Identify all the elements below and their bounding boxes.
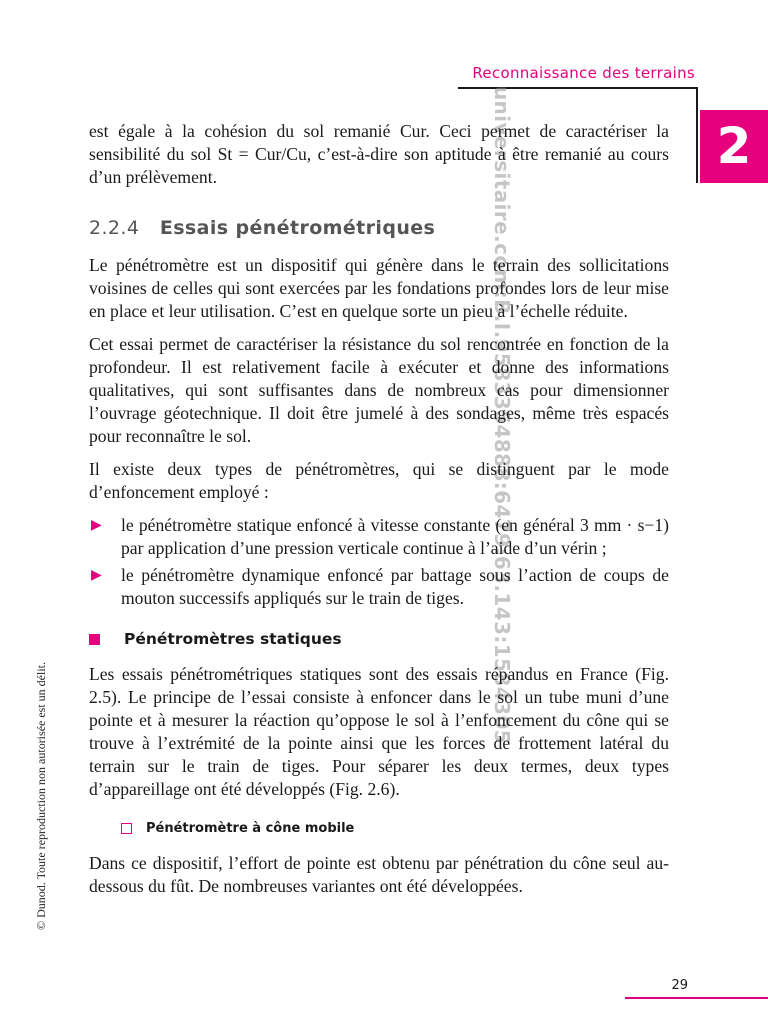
filled-square-icon	[89, 634, 100, 645]
paragraph: Dans ce dispositif, l’effort de pointe est obtenu par pénétration du cône seul au-dessous du fût. De nombreuses variantes ont été développées.	[89, 853, 669, 896]
bullet-list	[89, 514, 669, 610]
page-body	[89, 120, 669, 908]
subsubsection-title: Pénétromètre à cône mobile	[146, 821, 355, 836]
section-title: Essais pénétrométriques	[159, 217, 436, 239]
subsubsection-heading	[121, 817, 669, 840]
section-heading	[89, 217, 669, 240]
outline-square-icon	[121, 823, 132, 834]
paragraph: Cet essai permet de caractériser la résistance du sol rencontrée en fonction de la profondeur. Il est relativement facile à exécuter et donne des informations qualitatives, qui sont suffisantes dans de nombreux cas pour dimensionner l’ouvrage géotechnique. Il doit être jumelé à des sondages, même très espacés pour reconnaître le sol.	[89, 334, 669, 446]
watermark: universitaire.com:B.I.9583354888:6479:63.143:1584305	[490, 86, 514, 745]
triangle-bullet-icon: ▶	[91, 518, 102, 533]
list-item	[89, 514, 669, 560]
list-item-text: le pénétromètre dynamique enfoncé par battage sous l’action de coups de mouton successifs appliqués sur le train de tiges.	[121, 565, 669, 608]
list-item	[89, 564, 669, 610]
page-number: 29	[671, 978, 688, 993]
intro-paragraph: est égale à la cohésion du sol remanié Cur. Ceci permet de caractériser la sensibilité du sol St = Cur/Cu, c’est-à-dire son aptitude à être remanié au cours d’un prélèvement.	[89, 121, 669, 187]
subsection-title: Pénétromètres statiques	[124, 630, 342, 648]
running-header: Reconnaissance des terrains	[472, 64, 695, 82]
chapter-tab: 2	[700, 110, 768, 183]
copyright-notice: © Dunod. Toute reproduction non autorisée est un délit.	[34, 661, 48, 930]
paragraph: Le pénétromètre est un dispositif qui génère dans le terrain des sollicitations voisines de celles qui sont exercées par les fondations profondes lors de leur mise en place et leur utilisation. C’est en quelque sorte un pieu à l’échelle réduite.	[89, 255, 669, 321]
list-item-text: le pénétromètre statique enfoncé à vitesse constante (en général 3 mm · s−1) par application d’une pression verticale continue à l’aide d’un vérin ;	[121, 515, 669, 558]
footer-rule	[625, 997, 768, 999]
header-rule-vertical	[696, 87, 698, 183]
subsection-heading	[89, 628, 669, 651]
section-number: 2.2.4	[89, 217, 140, 239]
triangle-bullet-icon: ▶	[91, 568, 102, 583]
paragraph: Les essais pénétrométriques statiques sont des essais répandus en France (Fig. 2.5). Le principe de l’essai consiste à enfoncer dans le sol un tube muni d’une pointe et à mesurer la réaction qu’oppose le sol à l’enfoncement du cône qui se trouve à l’extrémité de la pointe ainsi que les forces de frottement latéral du terrain sur le train de tiges. Pour séparer les deux termes, deux types d’appareillage ont été développés (Fig. 2.6).	[89, 664, 669, 799]
paragraph: Il existe deux types de pénétromètres, qui se distinguent par le mode d’enfoncement employé :	[89, 459, 669, 502]
